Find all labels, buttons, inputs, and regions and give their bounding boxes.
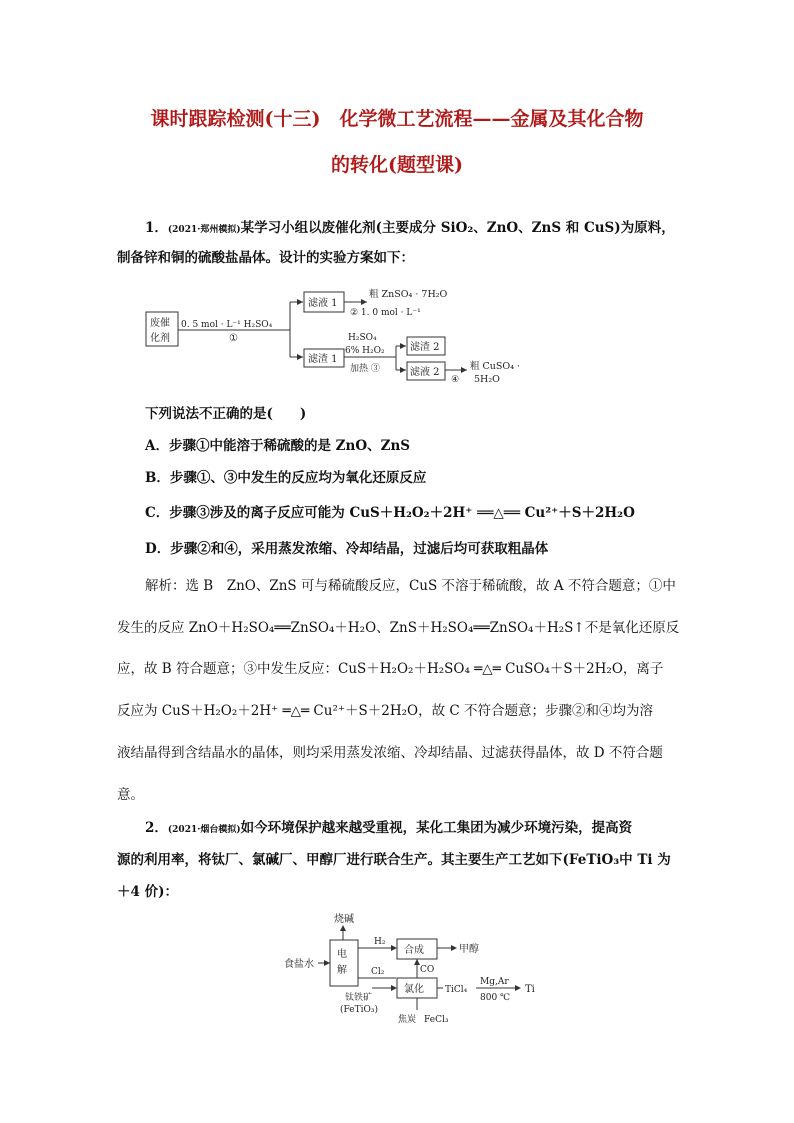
fecl3-label: FeCl₃ [424,1015,449,1025]
step-2-label: ② 1. 0 mol · L⁻¹ [350,308,421,318]
caustic-soda-label: 烧碱 [334,914,354,925]
q1-source: (2021·郑州模拟) [167,225,241,235]
q2-stem-text-1: 如今环境保护越来越受重视，某化工集团为减少环境污染，提高资 [240,820,633,836]
electrolysis-label-2: 解 [337,965,347,976]
product-2b-label: 5H₂O [474,374,500,385]
electrolysis-box [330,940,358,986]
condition-2-label: 800 ℃ [480,993,511,1003]
electrolysis-label-1: 电 [337,949,347,960]
q2-stem-line-1 [145,820,632,838]
reagent-2b-label: 6% H₂O₂ [345,346,385,356]
co-label: CO [420,965,435,975]
q2-source: (2021·烟台模拟) [167,825,241,835]
title-line-2: 的转化(题型课) [331,154,463,176]
step-4-label: ④ [451,375,460,385]
q1-flow-diagram [0,278,794,398]
q1-option-d: D．步骤②和④，采用蒸发浓缩、冷却结晶，过滤后均可获取粗晶体 [145,541,549,557]
ore-label-2: (FeTiO₃) [340,1005,378,1015]
residue-1-label: 滤渣 1 [308,354,338,365]
q1-analysis-4: 反应为 CuS＋H₂O₂＋2H⁺ ═△═ Cu²⁺＋S＋2H₂O，故 C 不符合题意；步骤②和④均为溶 [117,703,653,719]
q1-option-c: C．步骤③涉及的离子反应可能为 CuS＋H₂O₂＋2H⁺ ══△══ Cu²⁺＋S＋2H₂O [145,505,635,521]
filtrate-2-label: 滤液 2 [410,367,440,378]
h2-label: H₂ [374,937,386,947]
q1-option-b: B．步骤①、③中发生的反应均为氧化还原反应 [145,470,427,486]
q1-stem-text-1: 某学习小组以废催化剂(主要成分 SiO₂、ZnO、ZnS 和 CuS)为原料， [240,220,675,236]
q1-stem-line-1 [145,220,675,238]
q1-analysis-3: 应，故 B 符合题意；③中发生反应：CuS＋H₂O₂＋H₂SO₄ ═△═ CuSO₄＋S＋2H₂O，离子 [117,661,664,677]
q1-analysis-5: 液结晶得到含结晶水的晶体，则均采用蒸发浓缩、冷却结晶、过滤获得晶体，故 D 不符合题 [117,745,663,761]
residue-2-label: 滤渣 2 [410,342,440,353]
methanol-label: 甲醇 [459,944,479,955]
cl2-label: Cl₂ [371,967,385,977]
ore-label-1: 钛铁矿 [345,993,373,1003]
q2-flow-diagram [0,910,794,1030]
q1-option-a: A．步骤①中能溶于稀硫酸的是 ZnO、ZnS [145,438,411,454]
synthesis-label: 合成 [404,945,424,956]
q1-analysis-1: 解析：选 B ZnO、ZnS 可与稀硫酸反应，CuS 不溶于稀硫酸，故 A 不符合题意；①中 [145,578,676,594]
q1-number: 1． [145,220,168,236]
ticl4-label: TiCl₄ [445,985,468,995]
condition-1-label: Mg,Ar [480,977,509,987]
q2-stem-line-3: ＋4 价)： [117,884,178,900]
brine-label: 食盐水 [284,959,314,970]
coke-label: 焦炭 [398,1015,417,1025]
q1-stem-line-2: 制备锌和铜的硫酸盐晶体。设计的实验方案如下： [117,250,414,266]
title-line-1: 课时跟踪检测(十三) 化学微工艺流程——金属及其化合物 [150,108,644,130]
waste-catalyst-label-2: 化剂 [150,333,170,344]
product-1-label: 粗 ZnSO₄ · 7H₂O [369,289,448,300]
step-1-label: ① [229,333,238,344]
waste-catalyst-label-1: 废催 [150,318,170,329]
chlorination-label: 氯化 [404,984,424,995]
reagent-2a-label: H₂SO₄ [348,333,377,343]
q2-number: 2． [145,820,168,836]
q2-stem-line-2: 源的利用率，将钛厂、氯碱厂、甲醇厂进行联合生产。其主要生产工艺如下(FeTiO₃中 Ti 为 [117,852,671,868]
q1-question: 下列说法不正确的是( ) [145,406,307,422]
ti-label: Ti [525,984,535,995]
reagent-1-label: 0. 5 mol · L⁻¹ H₂SO₄ [181,320,273,330]
q1-analysis-2: 发生的反应 ZnO＋H₂SO₄══ZnSO₄＋H₂O、ZnS＋H₂SO₄══ZnSO₄＋H₂S↑不是氧化还原反 [117,620,680,636]
step-3-label: 加热 ③ [350,364,380,374]
q1-analysis-6: 意。 [117,787,144,803]
product-2a-label: 粗 CuSO₄ · [470,361,521,372]
filtrate-1-label: 滤液 1 [308,298,338,309]
